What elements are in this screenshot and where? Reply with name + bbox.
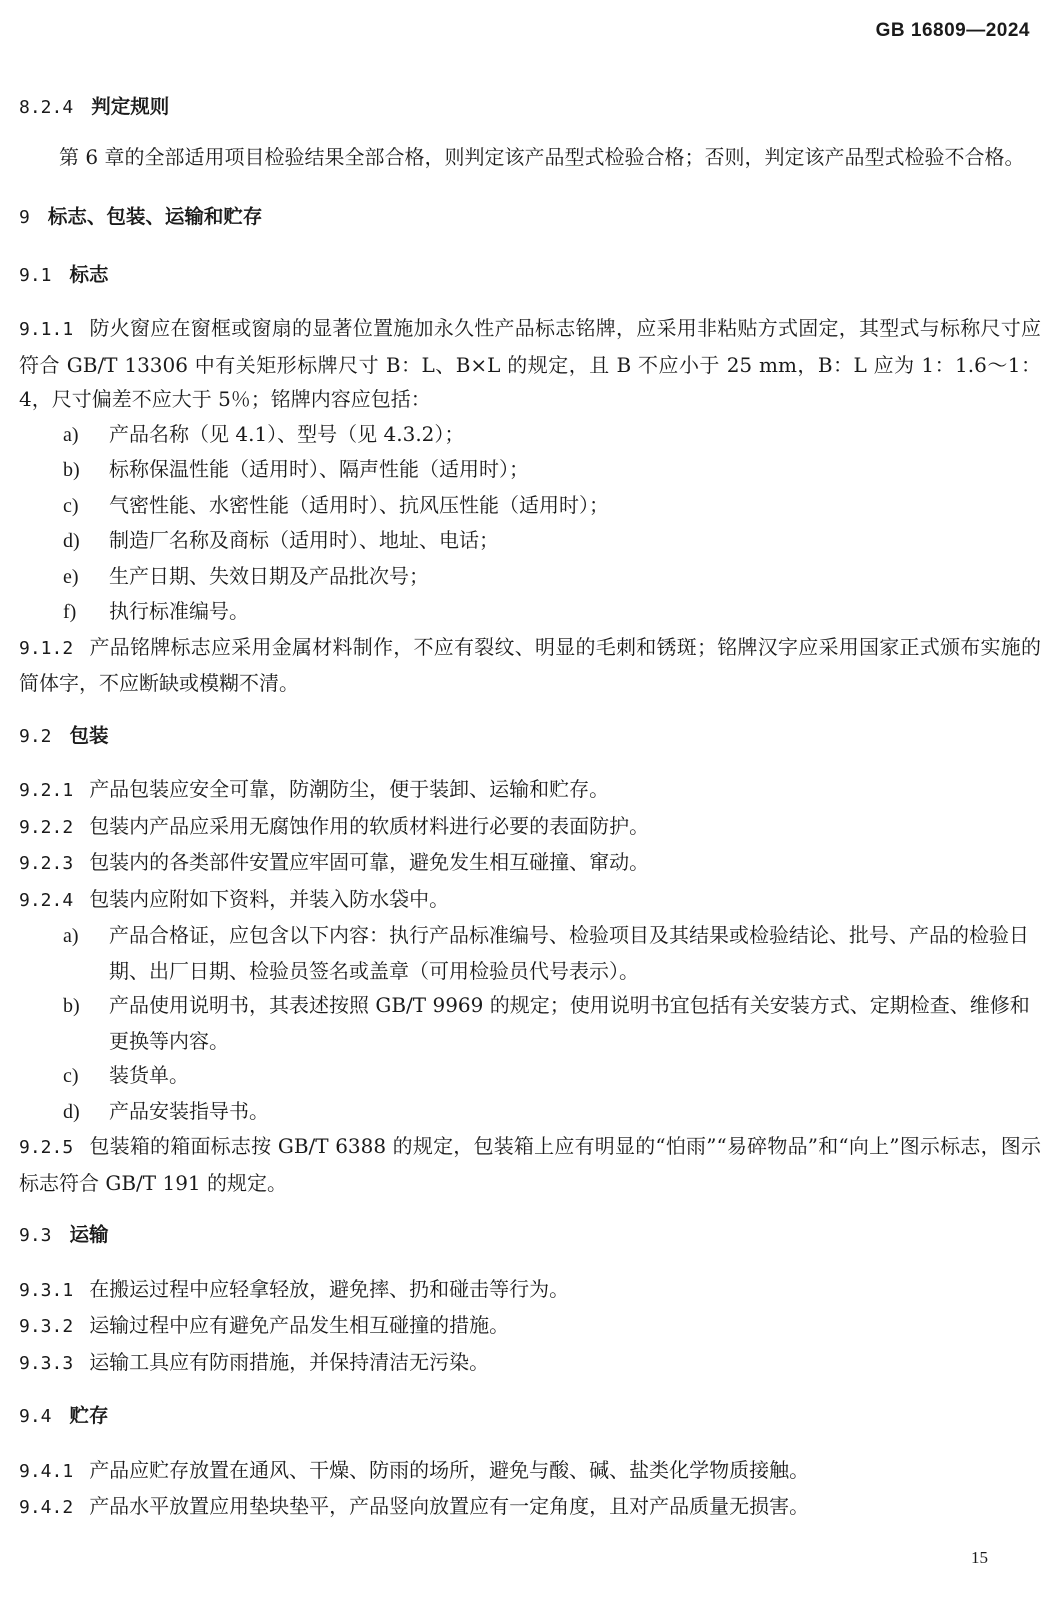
heading-8-2-4: 8.2.4 判定规则 bbox=[19, 96, 170, 118]
paragraph-8-2-4: 第 6 章的全部适用项目检验结果全部合格，则判定该产品型式检验合格；否则，判定该产品型式检验不合格。 bbox=[59, 144, 1025, 169]
clause-9-3-3: 9.3.3 运输工具应有防雨措施，并保持清洁无污染。 bbox=[19, 1349, 490, 1374]
clause-9-3-2: 9.3.2 运输过程中应有避免产品发生相互碰撞的措施。 bbox=[19, 1313, 510, 1337]
clause-9-3-1: 9.3.1 在搬运过程中应轻拿轻放，避免摔、扔和碰击等行为。 bbox=[19, 1276, 570, 1301]
clause-9-2-1: 9.2.1 产品包装应安全可靠，防潮防尘，便于装卸、运输和贮存。 bbox=[19, 777, 610, 801]
clause-9-4-2: 9.4.2 产品水平放置应用垫块垫平，产品竖向放置应有一定角度，且对产品质量无损害。 bbox=[19, 1494, 810, 1518]
heading-9-1: 9.1 标志 bbox=[19, 263, 109, 286]
list-item: c) 气密性能、水密性能（适用时）、抗风压性能（适用时）； bbox=[63, 492, 609, 517]
list-item: d) 制造厂名称及商标（适用时）、地址、电话； bbox=[63, 528, 499, 552]
clause-9-2-2: 9.2.2 包装内产品应采用无腐蚀作用的软质材料进行必要的表面防护。 bbox=[19, 813, 650, 838]
clause-9-1-1: 9.1.1 防火窗应在窗框或窗扇的显著位置施加永久性产品标志铭牌，应采用非粘贴方式固定，其型式与标称尺寸应符合 GB/T 13306 中有关矩形标牌尺寸 B：L、B×L 的规定，且 B 不应小于 25 mm，B：L 应为 1：1.6～1：4，尺寸偏差不应大于 5％；铭牌内容应包括： bbox=[19, 316, 1041, 411]
clause-9-2-3: 9.2.3 包装内的各类部件安置应牢固可靠，避免发生相互碰撞、窜动。 bbox=[19, 850, 650, 874]
document-code: GB 16809—2024 bbox=[875, 20, 1030, 41]
page-content bbox=[19, 90, 1041, 1526]
heading-9-3: 9.3 运输 bbox=[19, 1224, 109, 1246]
list-item: c) 装货单。 bbox=[63, 1063, 189, 1087]
list-item: a) 产品合格证，应包含以下内容：执行产品标准编号、检验项目及其结果或检验结论、批号、产品的检验日期、出厂日期、检验员签名或盖章（可用检验员代号表示）。 bbox=[63, 923, 1029, 983]
list-item: a) 产品名称（见 4.1）、型号（见 4.3.2）； bbox=[63, 421, 465, 446]
list-item: b) 标称保温性能（适用时）、隔声性能（适用时）； bbox=[63, 457, 529, 481]
clause-9-4-1: 9.4.1 产品应贮存放置在通风、干燥、防雨的场所，避免与酸、碱、盐类化学物质接触。 bbox=[19, 1457, 810, 1482]
page-number: 15 bbox=[971, 1548, 988, 1567]
clause-9-2-5: 9.2.5 包装箱的箱面标志按 GB/T 6388 的规定，包装箱上应有明显的“怕雨”“易碎物品”和“向上”图示标志，图示标志符合 GB/T 191 的规定。 bbox=[19, 1134, 1041, 1195]
list-item: f) 执行标准编号。 bbox=[63, 599, 249, 623]
list-item: d) 产品安装指导书。 bbox=[63, 1098, 269, 1123]
list-item: b) 产品使用说明书，其表述按照 GB/T 9969 的规定；使用说明书宜包括有关安装方式、定期检查、维修和更换等内容。 bbox=[63, 993, 1030, 1053]
list-item: e) 生产日期、失效日期及产品批次号； bbox=[63, 563, 429, 588]
clause-9-1-2: 9.1.2 产品铭牌标志应采用金属材料制作，不应有裂纹、明显的毛刺和锈斑；铭牌汉字应采用国家正式颁布实施的简体字，不应断缺或模糊不清。 bbox=[19, 634, 1041, 695]
heading-9-2: 9.2 包装 bbox=[19, 724, 109, 747]
heading-9: 9 标志、包装、运输和贮存 bbox=[19, 206, 263, 228]
clause-9-2-4: 9.2.4 包装内应附如下资料，并装入防水袋中。 bbox=[19, 886, 450, 911]
heading-9-4: 9.4 贮存 bbox=[19, 1405, 109, 1427]
